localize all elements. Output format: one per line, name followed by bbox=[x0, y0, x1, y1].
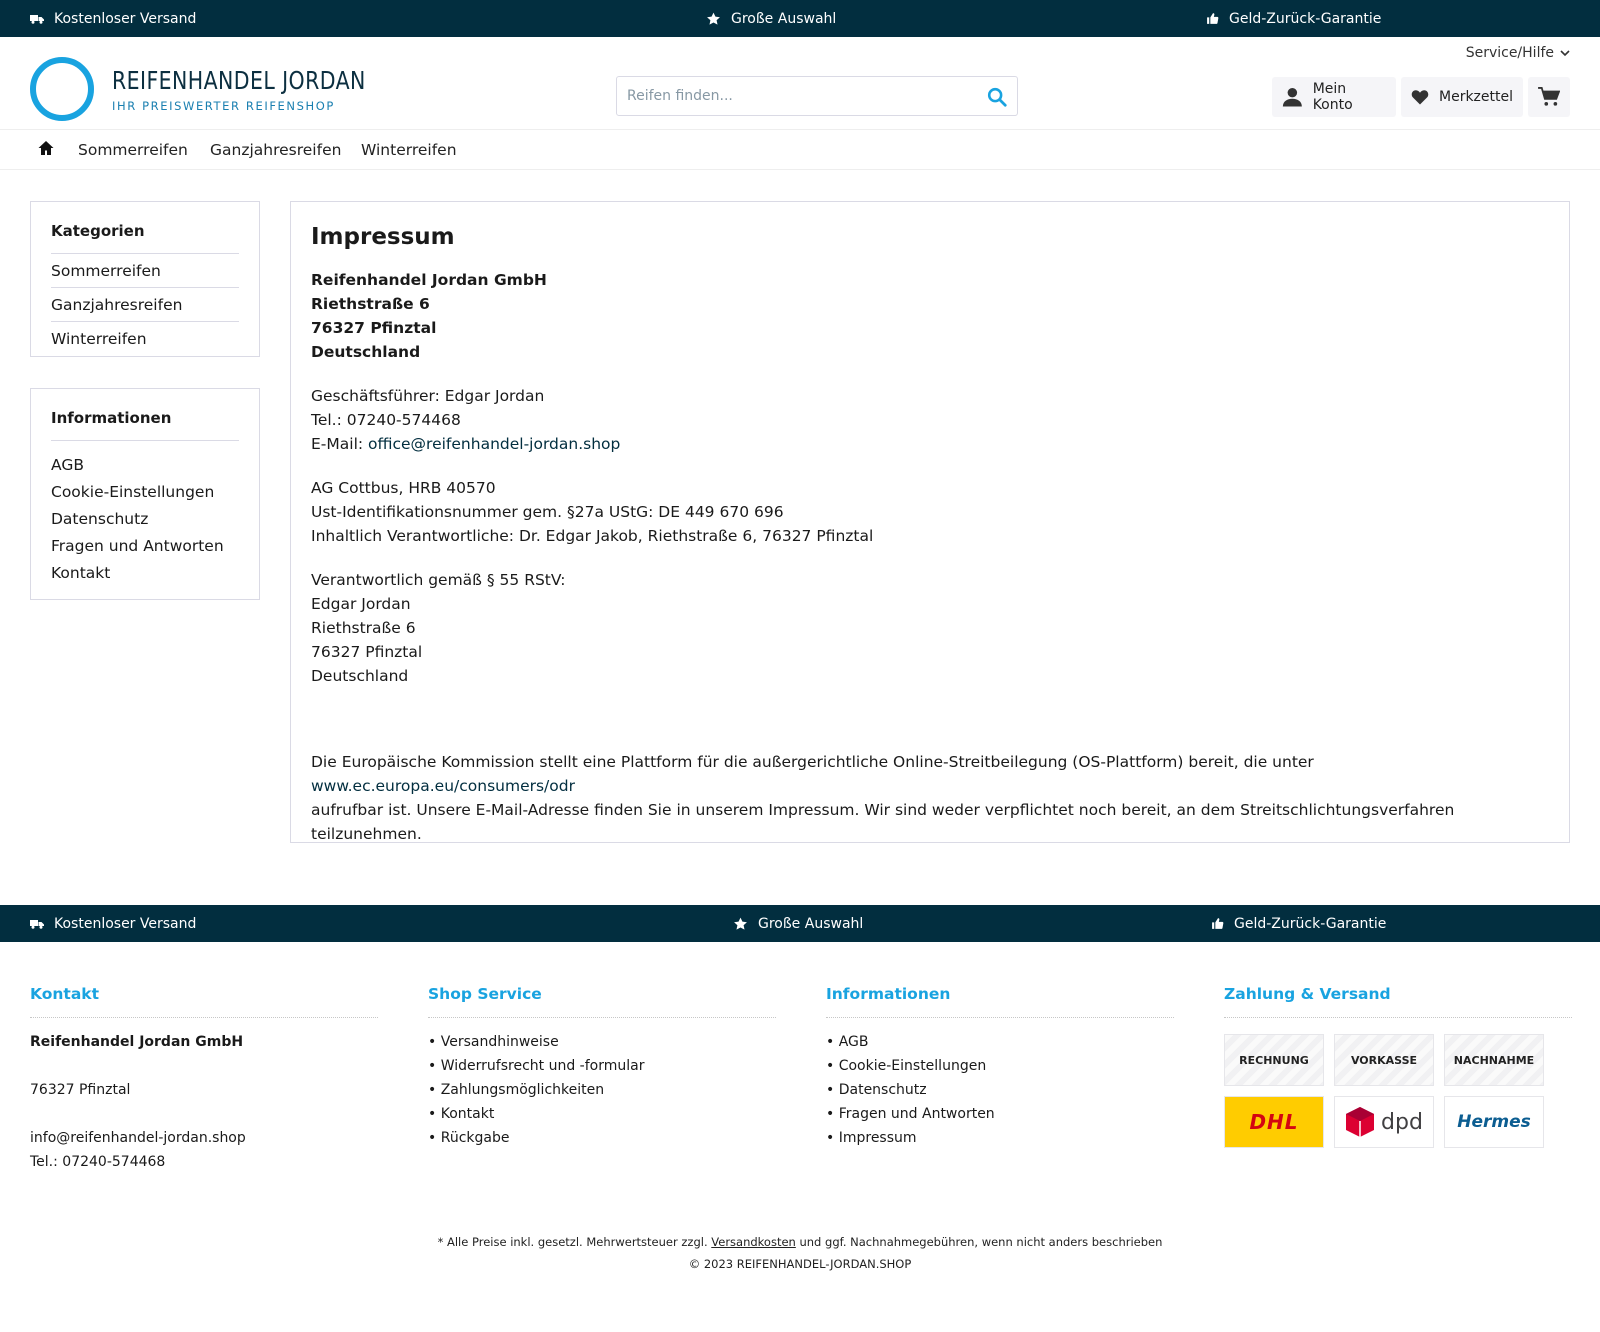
usp-selection-label: Große Auswahl bbox=[758, 915, 864, 932]
home-link[interactable] bbox=[38, 140, 54, 160]
usp-guarantee-label: Geld-Zurück-Garantie bbox=[1229, 10, 1382, 27]
nav-item-sommerreifen[interactable]: Sommerreifen bbox=[78, 141, 188, 159]
carrier-hermes-logo: Hermes bbox=[1444, 1096, 1544, 1148]
star-icon bbox=[706, 12, 721, 26]
vat-line: Ust-Identifikationsnummer gem. §27a UStG: DE 449 670 696 bbox=[311, 503, 784, 521]
star-icon bbox=[733, 917, 748, 931]
legal-notice: * Alle Preise inkl. gesetzl. Mehrwertsteuer zzgl. Versandkosten und ggf. Nachnahmegebühren, wenn nicht anders beschrieben bbox=[437, 1235, 1163, 1249]
address-line: Riethstraße 6 bbox=[311, 295, 430, 313]
carrier-dhl-logo: DHL bbox=[1224, 1096, 1324, 1148]
footer-link-versandhinweise[interactable]: • Versandhinweise bbox=[428, 1030, 776, 1054]
heart-icon bbox=[1411, 87, 1429, 107]
sidebar-item-cookie-settings[interactable]: Cookie-Einstellungen bbox=[51, 483, 215, 501]
odr-notice: Die Europäische Kommission stellt eine Plattform für die außergerichtliche Online-Streitbeilegung (OS-Plattform) bereit, die unter www.ec.europa.eu/consumers/odr aufrufbar ist. Unsere E-Mail-Adresse finden Sie in unserem Impressum. Wir sind weder verpflichtet noch bereit, an dem Streitschlichtungsverfahren teilzunehmen. bbox=[311, 753, 1455, 843]
search-form bbox=[616, 76, 1018, 116]
usp-selection bbox=[733, 905, 863, 942]
phone-line: Tel.: 07240-574468 bbox=[311, 411, 461, 429]
rstv-line: 76327 Pfinztal bbox=[311, 643, 423, 661]
sidebar-information bbox=[30, 388, 260, 600]
shop-logo[interactable] bbox=[30, 57, 421, 121]
truck-icon bbox=[30, 919, 44, 929]
copyright: © 2023 REIFENHANDEL-JORDAN.SHOP bbox=[688, 1257, 912, 1271]
payment-nachnahme-logo: NACHNAHME bbox=[1444, 1034, 1544, 1086]
home-icon bbox=[38, 140, 54, 156]
usp-shipping bbox=[30, 905, 196, 942]
address-line: Reifenhandel Jordan GmbH bbox=[311, 271, 547, 289]
search-button[interactable] bbox=[983, 83, 1011, 111]
footer-link-zahlung[interactable]: • Zahlungsmöglichkeiten bbox=[428, 1078, 776, 1102]
footer-service-title: Shop Service bbox=[428, 985, 776, 1018]
thumbs-up-icon bbox=[1211, 917, 1224, 930]
account-label: Mein Konto bbox=[1312, 81, 1353, 113]
footer-payment-title: Zahlung & Versand bbox=[1224, 985, 1572, 1018]
carrier-dpd-logo: dpd bbox=[1334, 1096, 1434, 1148]
footer-info-title: Informationen bbox=[826, 985, 1174, 1018]
footer-link-widerruf[interactable]: • Widerrufsrecht und -formular bbox=[428, 1054, 776, 1078]
usp-guarantee bbox=[1211, 905, 1386, 942]
responsible-line: Inhaltlich Verantwortliche: Dr. Edgar Jakob, Riethstraße 6, 76327 Pfinztal bbox=[311, 527, 874, 545]
footer-payment-shipping bbox=[1224, 985, 1572, 1148]
nav-item-ganzjahresreifen[interactable]: Ganzjahresreifen bbox=[210, 141, 342, 159]
registry-info bbox=[311, 476, 1549, 548]
footer-link-impressum[interactable]: • Impressum bbox=[826, 1126, 1174, 1150]
truck-icon bbox=[30, 14, 44, 24]
footer-company: Reifenhandel Jordan GmbH bbox=[30, 1034, 244, 1050]
footer-link-agb[interactable]: • AGB bbox=[826, 1030, 1174, 1054]
account-button[interactable] bbox=[1272, 77, 1396, 117]
logo-tagline: IHR PREISWERTER REIFENSHOP bbox=[112, 98, 335, 113]
shipping-costs-link[interactable]: Versandkosten bbox=[711, 1235, 796, 1249]
wishlist-button[interactable] bbox=[1401, 77, 1523, 117]
payment-rechnung-logo: RECHNUNG bbox=[1224, 1034, 1324, 1086]
dpd-cube-icon bbox=[1345, 1106, 1375, 1138]
odr-link[interactable]: www.ec.europa.eu/consumers/odr bbox=[311, 777, 575, 795]
footer-city: 76327 Pfinztal bbox=[30, 1082, 131, 1098]
service-menu-label: Service/Hilfe bbox=[1465, 45, 1554, 61]
cart-button[interactable] bbox=[1528, 77, 1570, 117]
company-contact bbox=[311, 384, 1549, 456]
sidebar-categories bbox=[30, 201, 260, 357]
payment-vorkasse-logo: VORKASSE bbox=[1334, 1034, 1434, 1086]
usp-bar-top bbox=[0, 0, 1600, 37]
sidebar-item-winterreifen[interactable]: Winterreifen bbox=[51, 330, 147, 348]
usp-bar-bottom bbox=[0, 905, 1600, 942]
address-line: 76327 Pfinztal bbox=[311, 319, 437, 337]
register-line: AG Cottbus, HRB 40570 bbox=[311, 479, 496, 497]
footer-email[interactable]: info@reifenhandel-jordan.shop bbox=[30, 1130, 246, 1146]
page-title: Impressum bbox=[311, 224, 455, 250]
rstv-title: Verantwortlich gemäß § 55 RStV: bbox=[311, 571, 566, 589]
address-line: Deutschland bbox=[311, 343, 421, 361]
usp-shipping bbox=[30, 0, 196, 37]
footer-information bbox=[826, 985, 1174, 1150]
sidebar-item-kontakt[interactable]: Kontakt bbox=[51, 564, 111, 582]
company-address bbox=[311, 268, 1549, 364]
usp-guarantee bbox=[1206, 0, 1381, 37]
logo-ring-icon bbox=[30, 57, 94, 121]
ceo-line: Geschäftsführer: Edgar Jordan bbox=[311, 387, 545, 405]
thumbs-up-icon bbox=[1206, 12, 1219, 25]
usp-guarantee-label: Geld-Zurück-Garantie bbox=[1234, 915, 1387, 932]
footer-link-kontakt[interactable]: • Kontakt bbox=[428, 1102, 776, 1126]
sidebar-info-title: Informationen bbox=[51, 389, 239, 441]
email-line: E-Mail: office@reifenhandel-jordan.shop bbox=[311, 435, 621, 453]
sidebar-item-ganzjahresreifen[interactable]: Ganzjahresreifen bbox=[51, 288, 239, 322]
rstv-block bbox=[311, 568, 1549, 688]
footer-link-cookies[interactable]: • Cookie-Einstellungen bbox=[826, 1054, 1174, 1078]
sidebar-item-sommerreifen[interactable]: Sommerreifen bbox=[51, 254, 239, 288]
sidebar-categories-title: Kategorien bbox=[51, 202, 239, 254]
service-menu[interactable] bbox=[1466, 45, 1570, 61]
email-link[interactable]: office@reifenhandel-jordan.shop bbox=[368, 435, 621, 453]
wishlist-label: Merkzettel bbox=[1439, 89, 1513, 105]
search-icon bbox=[986, 86, 1008, 108]
footer-contact-title: Kontakt bbox=[30, 985, 378, 1018]
main-navigation bbox=[0, 129, 1600, 170]
rstv-line: Edgar Jordan bbox=[311, 595, 411, 613]
sidebar-item-faq[interactable]: Fragen und Antworten bbox=[51, 537, 224, 555]
impressum-content bbox=[290, 201, 1570, 843]
footer-phone: Tel.: 07240-574468 bbox=[30, 1154, 166, 1170]
logo-name: REIFENHANDEL JORDAN bbox=[112, 65, 366, 95]
footer bbox=[30, 985, 1570, 1185]
footer-contact bbox=[30, 985, 378, 1174]
usp-shipping-label: Kostenloser Versand bbox=[54, 915, 197, 932]
usp-shipping-label: Kostenloser Versand bbox=[54, 10, 197, 27]
nav-item-winterreifen[interactable]: Winterreifen bbox=[361, 141, 457, 159]
rstv-line: Deutschland bbox=[311, 667, 409, 685]
sidebar-item-datenschutz[interactable]: Datenschutz bbox=[51, 510, 149, 528]
footer-link-rueckgabe[interactable]: • Rückgabe bbox=[428, 1126, 776, 1150]
sidebar-item-agb[interactable]: AGB bbox=[51, 456, 84, 474]
user-icon bbox=[1282, 87, 1303, 107]
chevron-down-icon bbox=[1560, 50, 1570, 57]
footer-shop-service bbox=[428, 985, 776, 1150]
usp-selection-label: Große Auswahl bbox=[731, 10, 837, 27]
search-input[interactable] bbox=[617, 77, 957, 115]
usp-selection bbox=[706, 0, 836, 37]
footer-link-faq[interactable]: • Fragen und Antworten bbox=[826, 1102, 1174, 1126]
rstv-line: Riethstraße 6 bbox=[311, 619, 416, 637]
cart-icon bbox=[1538, 87, 1560, 107]
footer-link-datenschutz[interactable]: • Datenschutz bbox=[826, 1078, 1174, 1102]
header bbox=[0, 37, 1600, 129]
